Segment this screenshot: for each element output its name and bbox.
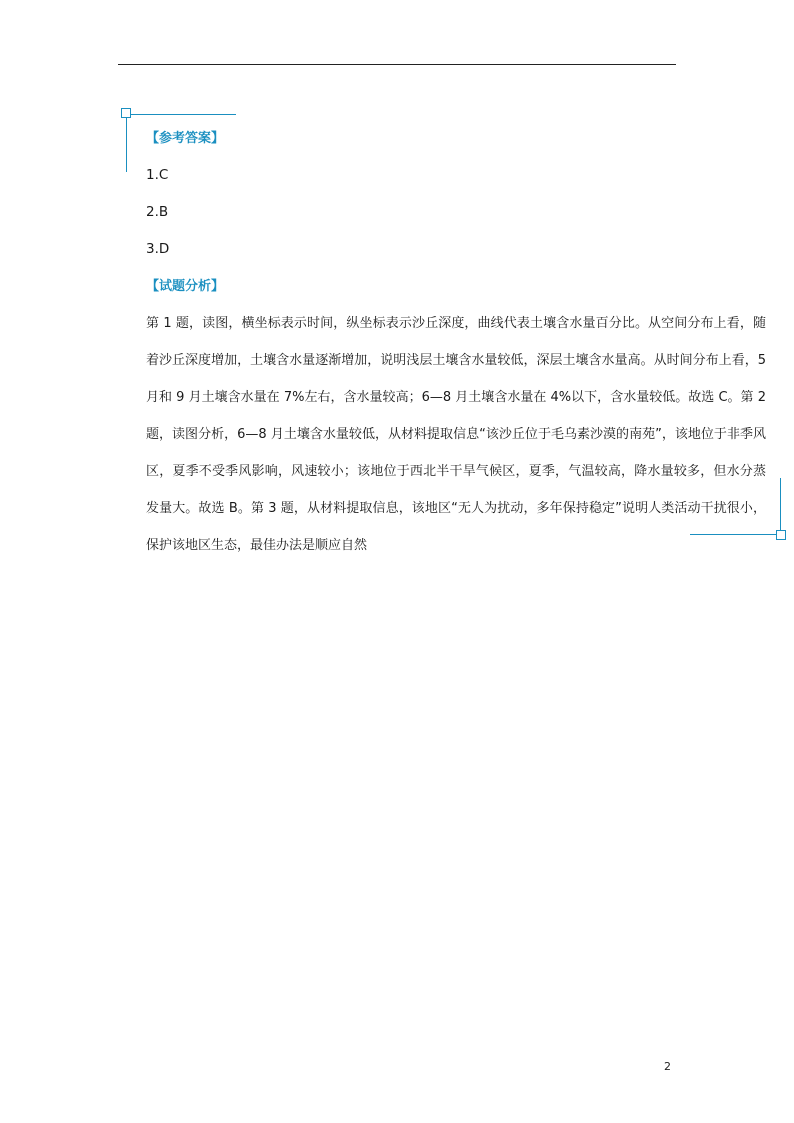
page-number: 2 [664,1060,671,1073]
text-frame-corner-bottom-right-vertical [780,478,781,536]
answer-1: 1.C [146,167,169,183]
text-frame-corner-top-left [126,114,236,115]
text-frame-handle-bottom-right [776,530,786,540]
text-frame-handle-top-left [121,108,131,118]
answer-heading: 【参考答案】 [146,131,225,146]
answer-2: 2.B [146,204,169,220]
header-rule [118,64,676,65]
answer-3: 3.D [146,241,170,257]
analysis-heading: 【试题分析】 [146,279,225,294]
analysis-paragraph: 第 1 题，读图，横坐标表示时间，纵坐标表示沙丘深度，曲线代表土壤含水量百分比。从空间分布上看，随着沙丘深度增加，土壤含水量逐渐增加，说明浅层土壤含水量较低，深层土壤含水量高。从时间分布上看，5 月和 9 月土壤含水量在 7%左右，含水量较高；6—8 月土壤含水量在 4%以下，含水量较低。故选 C。第 2 题，读图分析，6—8 月土壤含水量较低，从材料提取信息“该沙丘位于毛乌素沙漠的南苑”，该地位于非季风区，夏季不受季风影响，风速较小；该地位于西北半干旱气候区，夏季，气温较高，降水量较多，但水分蒸发量大。故选 B。第 3 题，从材料提取信息，该地区“无人为扰动，多年保持稳定”说明人类活动干扰很小，保护该地区生态，最佳办法是顺应自然 [146,316,766,553]
text-frame-corner-top-left-vertical [126,114,127,172]
text-frame [146,120,766,553]
